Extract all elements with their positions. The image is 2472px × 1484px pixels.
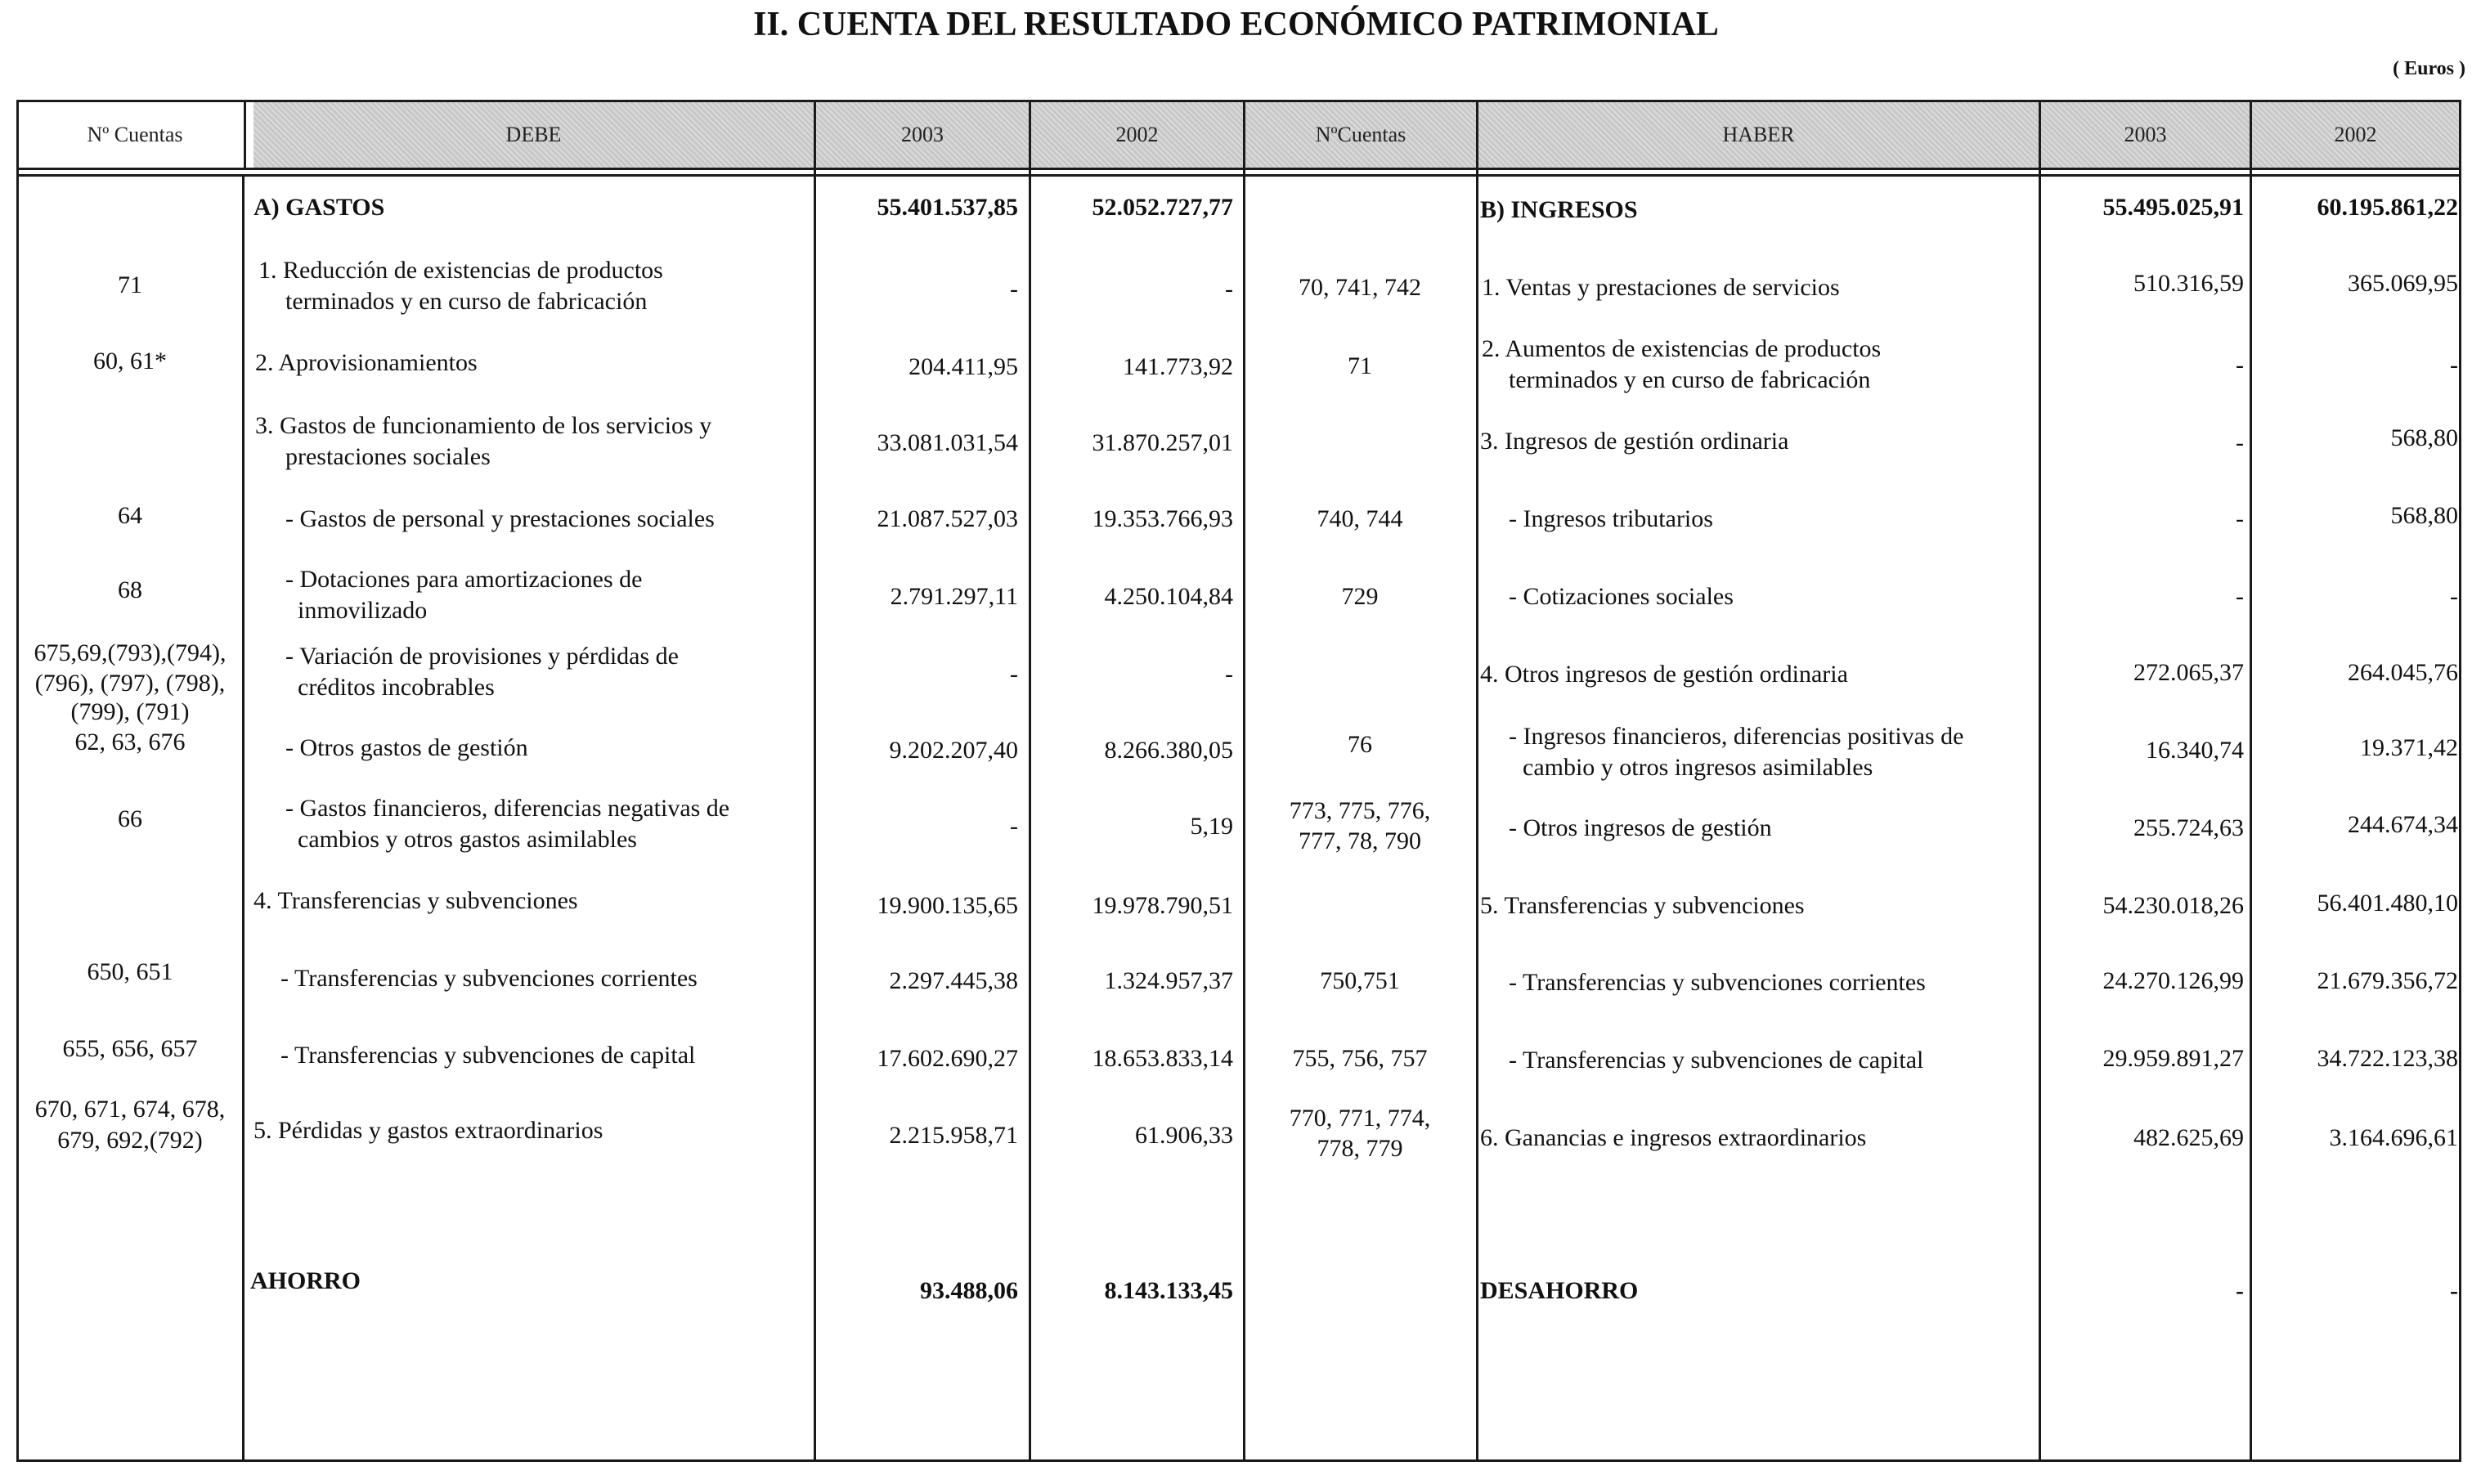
haber-r4a-label-cont: cambio y otros ingresos asimilables [1523, 754, 1873, 781]
debe-r3c-cuentas-cont: (796), (797), (798), [34, 670, 226, 697]
col-header-haber-2002: 2002 [2252, 102, 2459, 168]
col-divider [1476, 102, 1478, 1459]
haber-r2-2003: - [2236, 352, 2244, 379]
debe-r3e-label: - Gastos financieros, diferencias negativas de [285, 795, 730, 822]
debe-gastos-2002: 52.052.727,77 [1092, 194, 1233, 221]
col-divider [2039, 102, 2041, 1459]
haber-r3a-2002: 568,80 [2390, 502, 2458, 529]
debe-r3c-label-cont: créditos incobrables [298, 674, 495, 701]
debe-r3d-label: - Otros gastos de gestión [285, 734, 528, 761]
debe-r3d-2003: 9.202.207,40 [889, 737, 1018, 764]
header-rule-bottom [16, 168, 2461, 170]
debe-r4-2002: 19.978.790,51 [1092, 892, 1233, 919]
debe-r3c-2003: - [1010, 661, 1018, 688]
debe-r4a-label: - Transferencias y subvenciones corrientes [280, 965, 698, 992]
haber-r4b-2003: 255.724,63 [2133, 814, 2244, 841]
debe-r3b-2002: 4.250.104,84 [1104, 583, 1233, 610]
col-divider [814, 102, 816, 1459]
haber-r6-2002: 3.164.696,61 [2329, 1124, 2458, 1151]
haber-r5-label: 5. Transferencias y subvenciones [1480, 892, 1805, 919]
haber-r5b-2002: 34.722.123,38 [2317, 1045, 2458, 1072]
debe-r4-2003: 19.900.135,65 [877, 892, 1018, 919]
debe-r3a-cuentas: 64 [118, 502, 142, 529]
haber-r1-label: 1. Ventas y prestaciones de servicios [1482, 274, 1840, 301]
haber-r6-label: 6. Ganancias e ingresos extraordinarios [1480, 1124, 1867, 1151]
col-divider [1243, 102, 1245, 1459]
haber-r3a-cuentas: 740, 744 [1317, 505, 1403, 532]
haber-r5-2002: 56.401.480,10 [2317, 890, 2458, 917]
debe-r3c-label: - Variación de provisiones y pérdidas de [285, 643, 679, 670]
currency-units: ( Euros ) [2393, 58, 2465, 79]
col-divider [2250, 102, 2252, 1459]
debe-r2-2002: 141.773,92 [1123, 353, 1233, 380]
col-divider-header [244, 102, 246, 168]
debe-r2-label: 2. Aprovisionamientos [255, 349, 478, 376]
haber-r3b-cuentas: 729 [1341, 583, 1379, 610]
haber-r3-2002: 568,80 [2390, 424, 2458, 451]
haber-r4a-label: - Ingresos financieros, diferencias positivas de [1509, 723, 1964, 750]
haber-r4a-2003: 16.340,74 [2146, 737, 2244, 764]
haber-r4b-label: - Otros ingresos de gestión [1509, 814, 1772, 841]
debe-r5-label: 5. Pérdidas y gastos extraordinarios [253, 1117, 603, 1144]
haber-r2-label: 2. Aumentos de existencias de productos [1482, 335, 1882, 362]
haber-r5a-2003: 24.270.126,99 [2102, 967, 2244, 994]
haber-r1-2002: 365.069,95 [2348, 270, 2458, 297]
col-header-cuentas-haber: NºCuentas [1245, 102, 1476, 168]
haber-ingresos-2002: 60.195.861,22 [2317, 194, 2458, 221]
col-divider [242, 174, 245, 1459]
haber-r6-cuentas-cont: 778, 779 [1317, 1135, 1403, 1162]
haber-r2-2002: - [2450, 352, 2458, 379]
debe-r4a-2002: 1.324.957,37 [1104, 967, 1233, 994]
debe-r2-2003: 204.411,95 [908, 353, 1018, 380]
debe-r1-2003: - [1010, 276, 1018, 303]
haber-r5a-2002: 21.679.356,72 [2317, 967, 2458, 994]
debe-ahorro-label: AHORRO [250, 1267, 361, 1294]
debe-r3b-label: - Dotaciones para amortizaciones de [285, 566, 643, 593]
col-divider [1029, 102, 1031, 1459]
haber-desahorro-label: DESAHORRO [1480, 1277, 1639, 1304]
haber-r3b-label: - Cotizaciones sociales [1509, 583, 1734, 610]
col-header-debe: DEBE [253, 102, 814, 168]
haber-r3a-label: - Ingresos tributarios [1509, 505, 1713, 532]
debe-gastos-2003: 55.401.537,85 [877, 194, 1018, 221]
haber-r3-2003: - [2236, 429, 2244, 456]
debe-r3b-2003: 2.791.297,11 [890, 583, 1018, 610]
debe-r4a-cuentas: 650, 651 [87, 958, 173, 985]
debe-r3e-2003: - [1010, 813, 1018, 840]
haber-r3-label: 3. Ingresos de gestión ordinaria [1480, 428, 1789, 455]
haber-desahorro-2002: - [2450, 1277, 2458, 1304]
debe-r1-label-cont: terminados y en curso de fabricación [285, 288, 648, 315]
page-title: II. CUENTA DEL RESULTADO ECONÓMICO PATRIMONIAL [753, 6, 1719, 43]
debe-r5-2003: 2.215.958,71 [889, 1122, 1018, 1149]
debe-r5-2002: 61.906,33 [1135, 1122, 1233, 1149]
debe-r2-cuentas: 60, 61* [93, 347, 167, 374]
debe-gastos-label: A) GASTOS [253, 194, 385, 221]
debe-r3e-2002: 5,19 [1190, 813, 1233, 840]
debe-r3c-2002: - [1225, 661, 1233, 688]
debe-r3a-label: - Gastos de personal y prestaciones sociales [285, 505, 715, 532]
debe-r3c-cuentas-cont2: (799), (791) [70, 698, 190, 725]
debe-r1-2002: - [1225, 276, 1233, 303]
haber-desahorro-2003: - [2236, 1277, 2244, 1304]
debe-r3b-label-cont: inmovilizado [298, 597, 428, 624]
haber-r5b-cuentas: 755, 756, 757 [1292, 1045, 1428, 1072]
haber-r4b-cuentas-cont: 777, 78, 790 [1299, 827, 1421, 854]
debe-r4b-2002: 18.653.833,14 [1092, 1045, 1233, 1072]
haber-r5a-label: - Transferencias y subvenciones corrientes [1509, 969, 1926, 996]
haber-r6-2003: 482.625,69 [2133, 1124, 2244, 1151]
haber-r4-label: 4. Otros ingresos de gestión ordinaria [1480, 661, 1848, 688]
haber-ingresos-label: B) INGRESOS [1480, 196, 1638, 223]
haber-r2-label-cont: terminados y en curso de fabricación [1509, 366, 1871, 393]
debe-r4b-label: - Transferencias y subvenciones de capital [280, 1042, 696, 1069]
debe-r3c-cuentas: 675,69,(793),(794), [34, 639, 227, 666]
debe-r4a-2003: 2.297.445,38 [889, 967, 1018, 994]
debe-r3e-cuentas: 66 [118, 805, 142, 832]
haber-r5b-2003: 29.959.891,27 [2102, 1045, 2244, 1072]
haber-r1-cuentas: 70, 741, 742 [1299, 274, 1421, 301]
col-header-debe-2002: 2002 [1031, 102, 1243, 168]
haber-r4a-2002: 19.371,42 [2360, 734, 2458, 761]
haber-r4b-2002: 244.674,34 [2348, 811, 2458, 838]
debe-r3d-cuentas: 62, 63, 676 [74, 729, 186, 755]
debe-ahorro-2002: 8.143.133,45 [1104, 1277, 1233, 1304]
haber-r5a-cuentas: 750,751 [1320, 967, 1400, 994]
debe-r3a-2003: 21.087.527,03 [877, 505, 1018, 532]
debe-r5-cuentas: 670, 671, 674, 678, [34, 1096, 226, 1123]
haber-ingresos-2003: 55.495.025,91 [2102, 194, 2244, 221]
haber-r4-2003: 272.065,37 [2133, 659, 2244, 686]
col-header-haber: HABER [1478, 102, 2039, 168]
haber-r4-2002: 264.045,76 [2348, 659, 2458, 686]
debe-r3b-cuentas: 68 [118, 576, 142, 603]
haber-r4b-cuentas: 773, 775, 776, [1289, 797, 1431, 824]
debe-r1-cuentas: 71 [118, 271, 142, 298]
haber-r1-2003: 510.316,59 [2133, 270, 2244, 297]
col-header-cuentas-debe: Nº Cuentas [19, 102, 251, 168]
col-header-haber-2003: 2003 [2041, 102, 2250, 168]
debe-ahorro-2003: 93.488,06 [920, 1277, 1018, 1304]
debe-r3-label-cont: prestaciones sociales [285, 443, 491, 470]
header-rule-double [16, 174, 2461, 177]
debe-r3-label: 3. Gastos de funcionamiento de los servicios y [255, 412, 712, 439]
debe-r4-label: 4. Transferencias y subvenciones [253, 887, 578, 914]
haber-r5b-label: - Transferencias y subvenciones de capital [1509, 1047, 1924, 1074]
haber-r5-2003: 54.230.018,26 [2102, 892, 2244, 919]
debe-r3-2003: 33.081.031,54 [877, 429, 1018, 456]
debe-r4b-cuentas: 655, 656, 657 [62, 1035, 198, 1062]
debe-r3e-label-cont: cambios y otros gastos asimilables [298, 826, 637, 853]
haber-r3a-2003: - [2236, 505, 2244, 532]
haber-r3b-2003: - [2236, 583, 2244, 610]
haber-r3b-2002: - [2450, 583, 2458, 610]
debe-r5-cuentas-cont: 679, 692,(792) [57, 1127, 203, 1154]
debe-r3a-2002: 19.353.766,93 [1092, 505, 1233, 532]
debe-r4b-2003: 17.602.690,27 [877, 1045, 1018, 1072]
haber-r4a-cuentas: 76 [1348, 731, 1372, 758]
col-header-debe-2003: 2003 [816, 102, 1029, 168]
haber-r6-cuentas: 770, 771, 774, [1289, 1105, 1431, 1132]
debe-r1-label: 1. Reducción de existencias de productos [258, 257, 663, 284]
debe-r3d-2002: 8.266.380,05 [1104, 737, 1233, 764]
debe-r3-2002: 31.870.257,01 [1092, 429, 1233, 456]
haber-r2-cuentas: 71 [1348, 352, 1372, 379]
